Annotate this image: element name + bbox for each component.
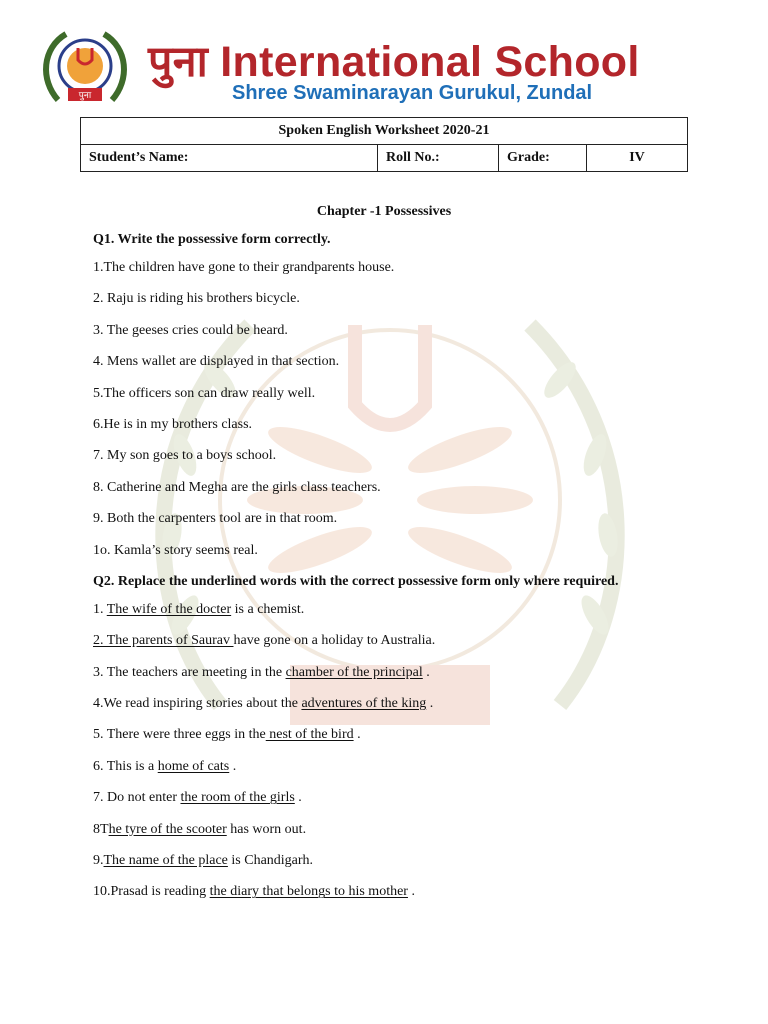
underlined-phrase: nest of the bird xyxy=(265,727,354,743)
underlined-phrase: adventures of the king xyxy=(301,696,427,712)
worksheet-content xyxy=(93,202,713,910)
sentence-text: . xyxy=(229,758,237,774)
q1-item: 1o. Kamla’s story seems real. xyxy=(93,542,258,558)
q2-heading: Q2. Replace the underlined words with the correct possessive form only where required. xyxy=(93,573,619,589)
underlined-phrase: The wife of the docter xyxy=(106,601,232,617)
sentence-text: . xyxy=(353,727,361,743)
sentence-text: 4.We read inspiring stories about the xyxy=(93,696,302,712)
q1-item: 8. Catherine and Megha are the girls class teachers. xyxy=(93,479,381,495)
underlined-phrase: the room of the girls xyxy=(180,790,295,806)
q1-list xyxy=(93,254,713,568)
sentence-text: 3. The teachers are meeting in the xyxy=(93,664,286,680)
q2-item xyxy=(93,784,713,815)
sentence-text: 7. Do not enter xyxy=(93,790,181,806)
q1-item: 1.The children have gone to their grandparents house. xyxy=(93,260,395,275)
school-name xyxy=(148,30,640,89)
school-name-prefix: पुना xyxy=(148,38,209,86)
q2-item xyxy=(93,690,713,721)
sentence-text: 5. There were three eggs in the xyxy=(93,727,266,743)
q2-list xyxy=(93,596,713,910)
sentence-text: 9. xyxy=(93,853,104,869)
sentence-text: . xyxy=(407,884,415,900)
school-header xyxy=(0,0,768,110)
q2-item xyxy=(93,816,713,847)
sentence-text: . xyxy=(426,696,434,712)
q2-item xyxy=(93,753,713,784)
q2-item xyxy=(93,659,713,690)
q1-item: 4. Mens wallet are displayed in that section. xyxy=(93,354,340,370)
logo-label: पुना xyxy=(78,91,92,101)
q2-item xyxy=(93,878,713,909)
sentence-text: . xyxy=(294,790,302,806)
sentence-text: 1. xyxy=(93,601,107,617)
q1-item: 6.He is in my brothers class. xyxy=(93,416,253,432)
student-name-label: Student’s Name: xyxy=(81,145,378,172)
sentence-text: have gone on a holiday to Australia. xyxy=(233,633,436,649)
sentence-text: has worn out. xyxy=(226,821,307,837)
underlined-phrase: the diary that belongs to his mother xyxy=(209,884,408,900)
q2-item xyxy=(93,721,713,752)
worksheet-info-table xyxy=(80,117,688,172)
q2-item xyxy=(93,847,713,878)
q1-item: 2. Raju is riding his brothers bicycle. xyxy=(93,291,300,307)
chapter-title: Chapter -1 Possessives xyxy=(316,204,452,219)
underlined-phrase: The name of the place xyxy=(103,853,228,869)
sentence-text: is Chandigarh. xyxy=(227,853,314,869)
worksheet-title: Spoken English Worksheet 2020-21 xyxy=(81,118,688,145)
q1-heading: Q1. Write the possessive form correctly. xyxy=(93,232,331,247)
school-logo xyxy=(40,30,130,106)
sentence-text: 10.Prasad is reading xyxy=(93,884,210,900)
q2-item xyxy=(93,596,713,627)
q1-item: 7. My son goes to a boys school. xyxy=(93,448,277,464)
underlined-phrase: 2. The parents of Saurav xyxy=(93,633,234,649)
underlined-phrase: he tyre of the scooter xyxy=(108,821,227,837)
underlined-phrase: home of cats xyxy=(157,758,230,774)
school-subtitle: Shree Swaminarayan Gurukul, Zundal xyxy=(232,82,593,104)
roll-no-label: Roll No.: xyxy=(378,145,499,172)
grade-label: Grade: xyxy=(499,145,587,172)
grade-value: IV xyxy=(587,145,688,172)
sentence-text: is a chemist. xyxy=(231,601,305,617)
underlined-phrase: chamber of the principal xyxy=(285,664,423,680)
school-name-main: International School xyxy=(220,38,640,86)
q1-item: 5.The officers son can draw really well. xyxy=(93,385,316,401)
sentence-text: 6. This is a xyxy=(93,758,158,774)
sentence-text: 8T xyxy=(93,821,109,837)
q1-item: 3. The geeses cries could be heard. xyxy=(93,322,288,338)
sentence-text: . xyxy=(422,664,430,680)
q1-item: 9. Both the carpenters tool are in that room. xyxy=(93,511,338,527)
q2-item xyxy=(93,627,713,658)
